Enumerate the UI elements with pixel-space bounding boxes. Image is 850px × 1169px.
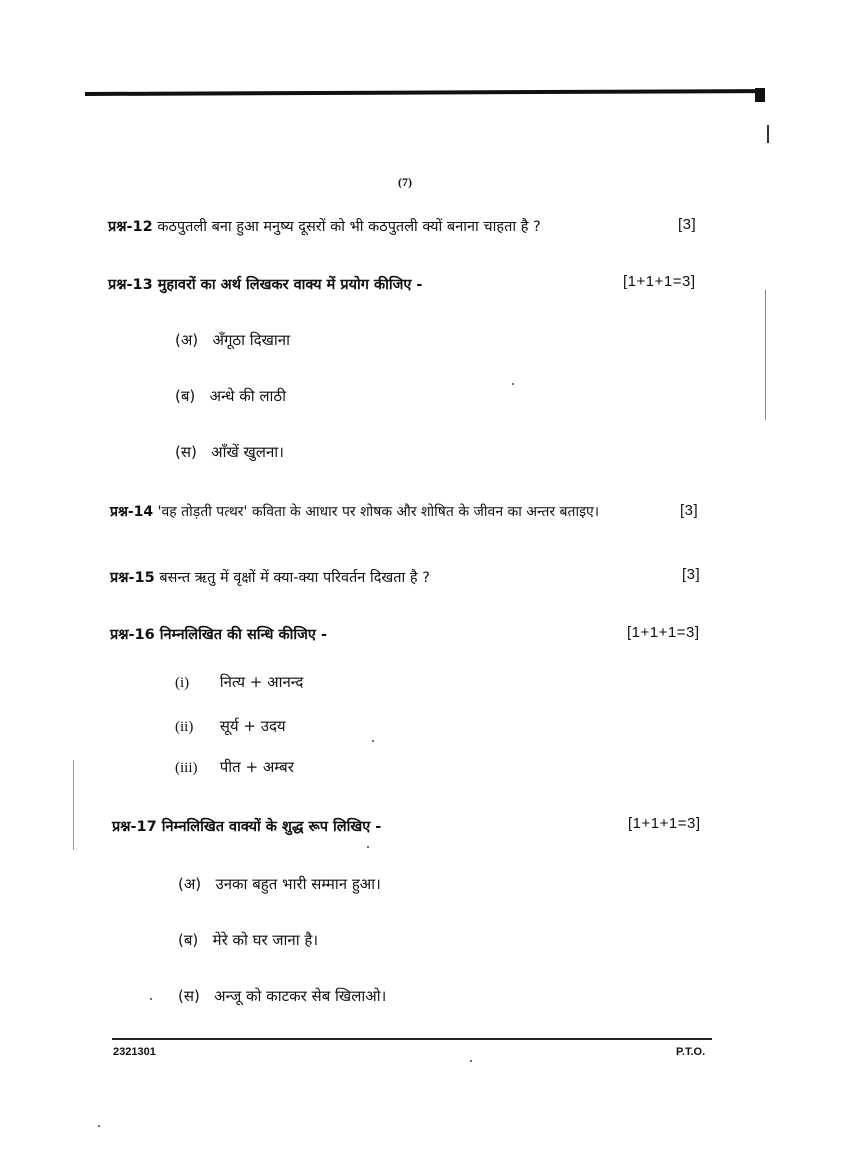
question-14-marks: [3] bbox=[680, 502, 699, 519]
item-text: अन्धे की लाठी bbox=[209, 387, 287, 405]
question-16 bbox=[110, 624, 327, 644]
item-key: (ब) bbox=[175, 387, 196, 405]
item-key: (i) bbox=[175, 675, 190, 691]
question-16-marks: [1+1+1=3] bbox=[627, 624, 700, 641]
question-label: प्रश्न-12 bbox=[108, 219, 153, 235]
question-text: कठपुतली बना हुआ मनुष्य दूसरों को भी कठपुतली क्यों बनाना चाहता है ? bbox=[157, 219, 541, 235]
question-text: निम्नलिखित वाक्यों के शुद्ध रूप लिखिए - bbox=[161, 819, 382, 835]
question-16-item-i bbox=[175, 672, 303, 692]
item-text: आँखें खुलना। bbox=[211, 443, 284, 461]
question-15-marks: [3] bbox=[682, 566, 701, 583]
question-15 bbox=[110, 567, 430, 587]
item-key: (ब) bbox=[178, 931, 199, 949]
item-text: उनका बहुत भारी सम्मान हुआ। bbox=[215, 875, 381, 893]
item-key: (ii) bbox=[175, 719, 194, 735]
scan-speck bbox=[150, 998, 152, 1000]
question-16-item-ii bbox=[175, 716, 286, 736]
item-key: (अ) bbox=[175, 331, 199, 349]
question-17-item-b bbox=[178, 930, 318, 950]
item-key: (स) bbox=[178, 987, 200, 1005]
bottom-rule bbox=[112, 1038, 712, 1040]
question-text: 'वह तोड़ती पत्थर' कविता के आधार पर शोषक और शोषित के जीवन का अन्तर बताइए। bbox=[157, 504, 600, 520]
scan-speck bbox=[470, 1060, 472, 1062]
question-text: मुहावरों का अर्थ लिखकर वाक्य में प्रयोग कीजिए - bbox=[157, 277, 423, 293]
page-edge-mark bbox=[767, 125, 769, 143]
scan-margin-line-left bbox=[73, 760, 74, 850]
paper-code: 2321301 bbox=[113, 1046, 156, 1058]
scan-speck bbox=[372, 740, 374, 742]
question-13 bbox=[108, 274, 422, 294]
item-text: पीत + अम्बर bbox=[219, 758, 294, 776]
question-text: निम्नलिखित की सन्धि कीजिए - bbox=[159, 627, 327, 643]
scan-speck bbox=[367, 846, 369, 848]
question-17 bbox=[112, 816, 381, 836]
question-12-marks: [3] bbox=[678, 216, 697, 233]
question-17-item-a bbox=[178, 874, 381, 894]
question-13-item-c bbox=[175, 442, 284, 462]
question-label: प्रश्न-15 bbox=[110, 570, 155, 586]
item-key: (अ) bbox=[178, 875, 202, 893]
item-text: नित्य + आनन्द bbox=[219, 673, 304, 691]
question-17-item-c bbox=[178, 986, 386, 1006]
question-text: बसन्त ऋतु में वृक्षों में क्या-क्या परिवर्तन दिखता है ? bbox=[159, 570, 430, 586]
question-13-item-a bbox=[175, 330, 290, 350]
pto-label: P.T.O. bbox=[676, 1046, 706, 1058]
question-16-item-iii bbox=[175, 757, 294, 777]
scan-margin-line bbox=[765, 290, 766, 420]
scan-speck bbox=[98, 1125, 100, 1127]
question-14 bbox=[110, 502, 599, 521]
question-13-marks: [1+1+1=3] bbox=[623, 273, 696, 290]
question-13-item-b bbox=[175, 386, 286, 406]
item-key: (स) bbox=[175, 443, 197, 461]
page-number: (7) bbox=[398, 175, 412, 189]
item-text: सूर्य + उदय bbox=[219, 717, 286, 735]
question-12 bbox=[108, 216, 541, 236]
item-text: अन्जू को काटकर सेब खिलाओ। bbox=[214, 987, 387, 1005]
question-label: प्रश्न-16 bbox=[110, 627, 155, 643]
page-corner-mark bbox=[755, 88, 765, 102]
question-label: प्रश्न-14 bbox=[110, 504, 154, 520]
top-rule bbox=[85, 89, 755, 96]
item-text: मेरे को घर जाना है। bbox=[212, 931, 319, 949]
question-label: प्रश्न-17 bbox=[112, 819, 157, 835]
scan-speck bbox=[512, 383, 514, 385]
item-key: (iii) bbox=[175, 760, 198, 776]
question-17-marks: [1+1+1=3] bbox=[628, 815, 701, 832]
item-text: अँगूठा दिखाना bbox=[212, 331, 290, 349]
question-label: प्रश्न-13 bbox=[108, 277, 153, 293]
